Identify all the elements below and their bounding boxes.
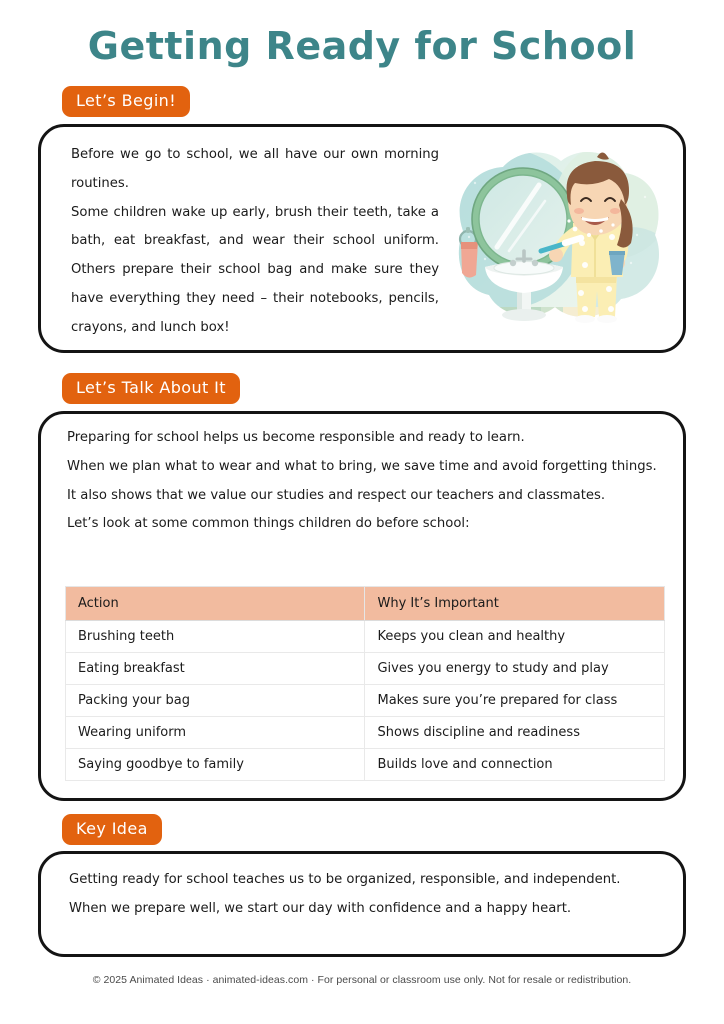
table-header-row (66, 587, 665, 621)
card-key-idea (38, 851, 686, 957)
table-cell-action: Packing your bag (66, 685, 365, 717)
table-cell-reason: Keeps you clean and healthy (365, 621, 665, 653)
table-cell-reason: Makes sure you’re prepared for class (365, 685, 665, 717)
illustration-girl-brushing-teeth (445, 139, 673, 339)
table-row (66, 717, 665, 749)
table-cell-action: Saying goodbye to family (66, 749, 365, 781)
table-header-why-important: Why It’s Important (365, 587, 665, 621)
footer-copyright: © 2025 Animated Ideas · animated-ideas.com · For personal or classroom use only. Not for resale or redistribution. (92, 974, 632, 986)
section-badge-lets-begin: Let’s Begin! (62, 86, 190, 117)
key-body-text (69, 866, 657, 924)
table-cell-action: Brushing teeth (66, 621, 365, 653)
section-badge-lets-talk-about-it: Let’s Talk About It (62, 373, 240, 404)
section-badge-key-idea: Key Idea (62, 814, 162, 845)
table-row (66, 749, 665, 781)
table-cell-reason: Builds love and connection (365, 749, 665, 781)
table-header-action: Action (66, 587, 365, 621)
talk-paragraph-4: Let’s look at some common things children do before school: (67, 516, 470, 532)
key-paragraph-1: Getting ready for school teaches us to be organized, responsible, and independent. (69, 872, 621, 887)
table-cell-reason: Shows discipline and readiness (365, 717, 665, 749)
talk-body-text (67, 424, 663, 539)
talk-paragraph-1: Preparing for school helps us become responsible and ready to learn. (67, 430, 525, 445)
table-cell-reason: Gives you energy to study and play (365, 653, 665, 685)
talk-paragraph-3: It also shows that we value our studies and respect our teachers and classmates. (67, 487, 606, 503)
table-row (66, 685, 665, 717)
key-paragraph-2: When we prepare well, we start our day with confidence and a happy heart. (69, 900, 572, 916)
card-lets-talk-about-it (38, 411, 686, 801)
table-row (66, 653, 665, 685)
talk-paragraph-2: When we plan what to wear and what to bring, we save time and avoid forgetting things. (67, 458, 657, 474)
begin-paragraph-1: Before we go to school, we all have our own morning routines. (71, 147, 439, 191)
card-lets-begin (38, 124, 686, 353)
table-row (66, 621, 665, 653)
begin-paragraph-2: Some children wake up early, brush their teeth, take a bath, eat breakfast, and wear their school uniform. Others prepare their school bag and make sure they have everything they need – their notebooks, pencils, crayons, and lunch box! (71, 204, 439, 335)
routine-table (65, 586, 665, 781)
table-cell-action: Eating breakfast (66, 653, 365, 685)
begin-body-text (71, 141, 439, 342)
routine-table-wrapper (65, 586, 665, 781)
page-title: Getting Ready for School (87, 24, 637, 68)
table-cell-action: Wearing uniform (66, 717, 365, 749)
